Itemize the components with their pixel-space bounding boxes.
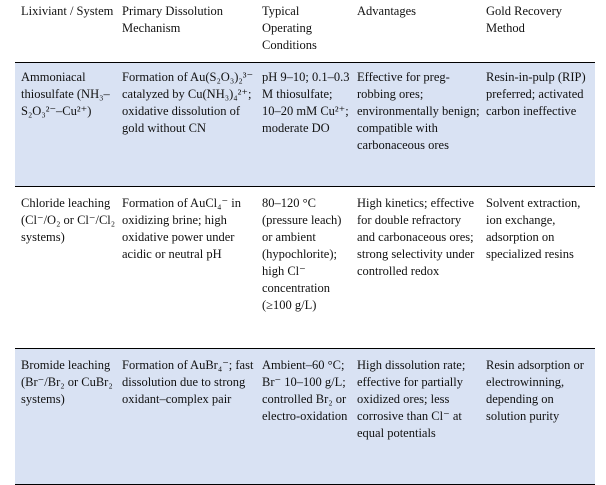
table-row xyxy=(15,63,595,187)
table-row xyxy=(15,349,595,485)
header-row xyxy=(15,0,595,63)
header-operating-conditions: Typical Operating Conditions xyxy=(256,0,351,63)
header-advantages: Advantages xyxy=(351,0,480,63)
cell-recovery: Resin-in-pulp (RIP) preferred; activated carbon ineffective xyxy=(480,63,595,187)
cell-advantages: Effective for preg-robbing ores; environmentally benign; compatible with carbonaceous ores xyxy=(351,63,480,187)
cell-conditions: Ambient–60 °C; Br⁻ 10–100 g/L; controlled Br₂ or electro-oxidation xyxy=(256,349,351,485)
table-row xyxy=(15,187,595,349)
table-body xyxy=(15,63,595,485)
cell-advantages: High dissolution rate; effective for partially oxidized ores; less corrosive than Cl⁻ at equal potentials xyxy=(351,349,480,485)
cell-recovery: Solvent extraction, ion exchange, adsorption on specialized resins xyxy=(486,196,581,261)
table-header xyxy=(15,0,595,63)
lixiviant-comparison-table xyxy=(15,0,595,485)
cell-mechanism: Formation of Au(S₂O₃)₂³⁻ catalyzed by Cu(NH₃)₄²⁺; oxidative dissolution of gold without CN xyxy=(116,63,256,187)
header-lixiviant-system: Lixiviant / System xyxy=(15,0,116,63)
cell-conditions: pH 9–10; 0.1–0.3 M thiosulfate; 10–20 mM Cu²⁺; moderate DO xyxy=(256,63,351,187)
cell-system: Chloride leaching (Cl⁻/O₂ or Cl⁻/Cl₂ systems) xyxy=(21,196,116,244)
header-gold-recovery: Gold Recovery Method xyxy=(480,0,595,63)
cell-advantages: High kinetics; effective for double refractory and carbonaceous ores; strong selectivity under controlled redox xyxy=(357,196,475,278)
cell-conditions: 80–120 °C (pressure leach) or ambient (hypochlorite); high Cl⁻ concentration (≥100 g/L) xyxy=(262,196,342,312)
cell-recovery: Resin adsorption or electrowinning, depending on solution purity xyxy=(480,349,595,485)
cell-system: Ammoniacal thiosulfate (NH₃–S₂O₃²⁻–Cu²⁺) xyxy=(15,63,116,187)
cell-system: Bromide leaching (Br⁻/Br₂ or CuBr₂ systems) xyxy=(15,349,116,485)
cell-mechanism: Formation of AuCl₄⁻ in oxidizing brine; high oxidative power under acidic or neutral pH xyxy=(122,196,241,261)
header-dissolution-mechanism: Primary Dissolution Mechanism xyxy=(116,0,256,63)
cell-mechanism: Formation of AuBr₄⁻; fast dissolution due to strong oxidant–complex pair xyxy=(116,349,256,485)
